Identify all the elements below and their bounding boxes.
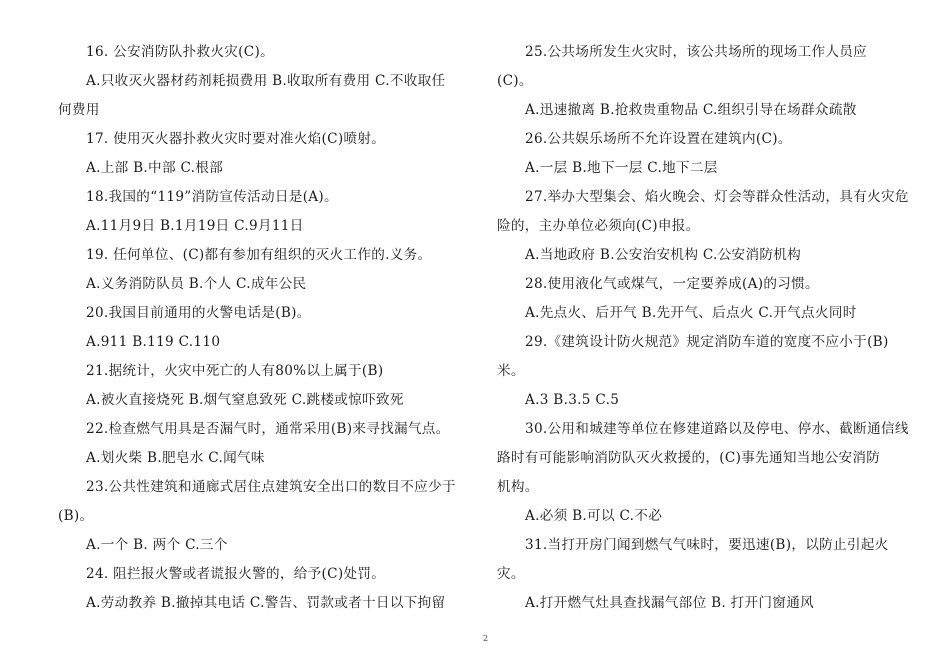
right-column-line: 30.公用和城建等单位在修建道路以及停电、停水、截断通信线 (525, 421, 909, 437)
right-column-line: 机构。 (497, 479, 539, 495)
left-column-line: 21.据统计，火灾中死亡的人有80%以上属于(B) (86, 363, 384, 379)
right-column-line: 29.《建筑设计防火规范》规定消防车道的宽度不应小于(B) (525, 334, 889, 350)
right-column-line: A.一层 B.地下一层 C.地下二层 (525, 160, 718, 176)
right-column-line: 灾。 (497, 566, 525, 582)
right-column-line: 26.公共娱乐场所不允许设置在建筑内(C)。 (525, 131, 792, 147)
right-column-line: A.先点火、后开气 B.先开气、后点火 C.开气点火同时 (525, 305, 857, 321)
right-column-line: 25.公共场所发生火灾时，该公共场所的现场工作人员应 (525, 44, 868, 60)
left-column (58, 38, 473, 618)
right-column-line: 27.举办大型集会、焰火晚会、灯会等群众性活动，具有火灾危 (525, 189, 909, 205)
left-column-line: 23.公共性建筑和通廊式居住点建筑安全出口的数目不应少于 (86, 479, 456, 495)
left-column-line: 20.我国目前通用的火警电话是(B)。 (86, 305, 311, 321)
left-column-line: A.上部 B.中部 C.根部 (86, 160, 224, 176)
right-column-line: A.迅速撤离 B.抢救贵重物品 C.组织引导在场群众疏散 (525, 102, 857, 118)
right-column-line: 米。 (497, 363, 525, 379)
left-column-line: A.劳动教养 B.撤掉其电话 C.警告、罚款或者十日以下拘留 (86, 595, 446, 611)
right-column-line: 28.使用液化气或煤气，一定要养成(A)的习惯。 (525, 276, 819, 292)
left-column-line: 17. 使用灭火器扑救火灾时要对准火焰(C)喷射。 (86, 131, 386, 147)
left-column-line: 16. 公安消防队扑救火灾(C)。 (86, 44, 274, 60)
left-column-line: 22.检查燃气用具是否漏气时，通常采用(B)来寻找漏气点。 (86, 421, 450, 437)
left-column-line: A.被火直接烧死 B.烟气窒息致死 C.跳楼或惊吓致死 (86, 392, 404, 408)
right-column-line: 险的，主办单位必须向(C)申报。 (497, 218, 700, 234)
left-column-line: A.义务消防队员 B.个人 C.成年公民 (86, 276, 307, 292)
right-column-line: A.必须 B.可以 C.不必 (525, 508, 663, 524)
right-column-line: (C)。 (497, 73, 533, 89)
left-column-line: 18.我国的“119”消防宣传活动日是(A)。 (86, 189, 338, 205)
right-column-line: 31.当打开房门闻到燃气气味时，要迅速(B)，以防止引起火 (525, 537, 889, 553)
right-column-line: A.打开燃气灶具查找漏气部位 B. 打开门窗通风 (525, 595, 814, 611)
page-number: 2 (483, 634, 489, 643)
left-column-line: 24. 阻拦报火警或者谎报火警的，给予(C)处罚。 (86, 566, 386, 582)
left-column-line: A.911 B.119 C.110 (86, 334, 221, 350)
left-column-line: A.11月9日 B.1月19日 C.9月11日 (86, 218, 304, 234)
left-column-line: A.一个 B. 两个 C.三个 (86, 537, 228, 553)
right-column-line: A.3 B.3.5 C.5 (525, 392, 620, 408)
right-column-line: 路时有可能影响消防队灭火救援的，(C)事先通知当地公安消防 (497, 450, 881, 466)
right-column-line: A.当地政府 B.公安治安机构 C.公安消防机构 (525, 247, 802, 263)
left-column-line: A.只收灭火器材药剂耗损费用 B.收取所有费用 C.不收取任 (86, 73, 446, 89)
left-column-line: (B)。 (58, 508, 94, 524)
left-column-line: 19. 任何单位、(C)都有参加有组织的灭火工作的.义务。 (86, 247, 432, 263)
right-column (497, 38, 912, 618)
left-column-line: A.划火柴 B.肥皂水 C.闻气味 (86, 450, 265, 466)
left-column-line: 何费用 (58, 102, 100, 118)
